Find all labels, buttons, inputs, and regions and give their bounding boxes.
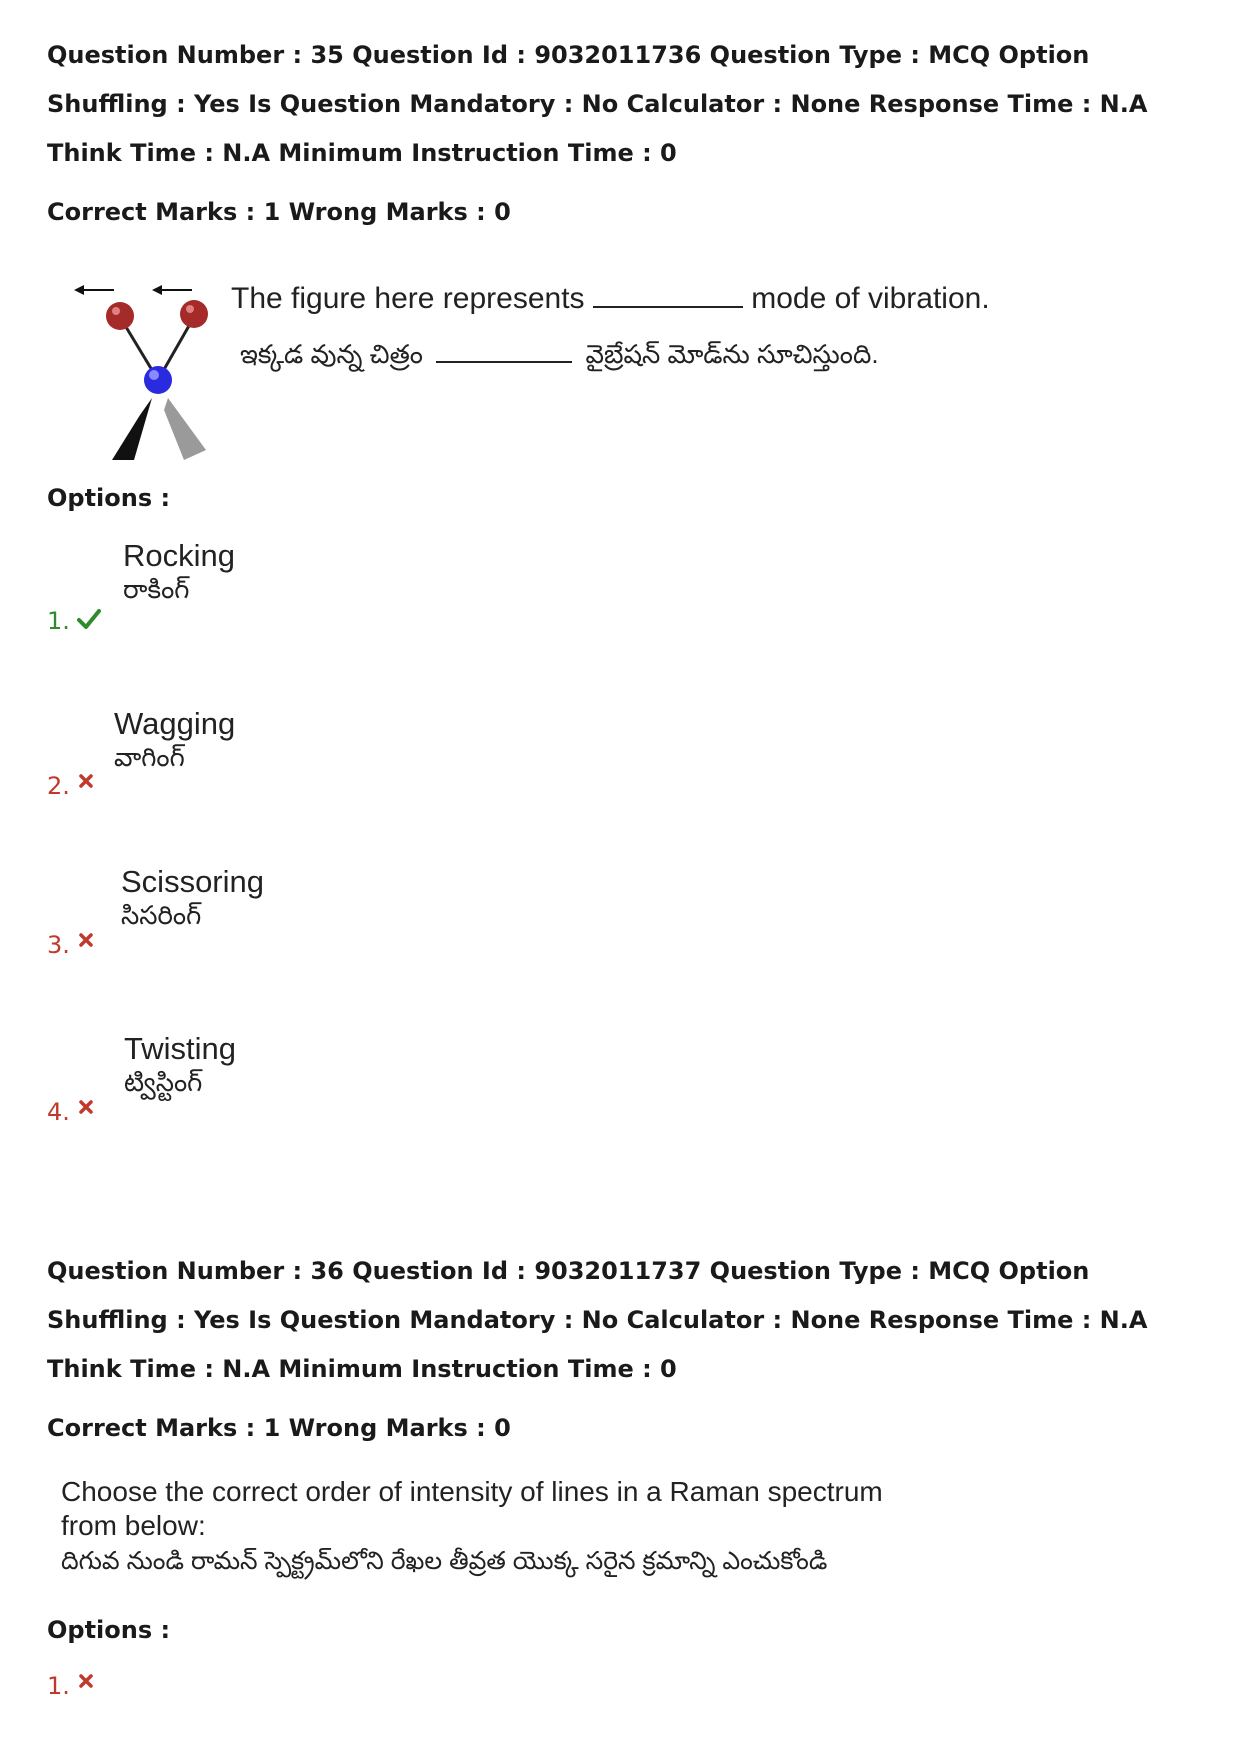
left-arrow-icon — [74, 285, 114, 295]
cross-icon — [78, 1099, 94, 1115]
red-atom — [106, 302, 134, 330]
black-wedge — [112, 398, 152, 460]
question-36-marks: Correct Marks : 1 Wrong Marks : 0 — [47, 1414, 511, 1442]
option-3-english: Scissoring — [121, 864, 264, 899]
question-35-telugu-part2: వైబ్రేషన్ మోడ్‌ను సూచిస్తుంది. — [585, 339, 879, 369]
question-35-meta: Question Number : 35 Question Id : 9032011736 Question Type : MCQ Option Shuffling : Yes Is Question Mandatory : No Calculator : None Response Time : N.A Think Time : N.A Minimum Instruction Time : 0 — [47, 41, 1148, 167]
option-3-telugu: సిసరింగ్ — [121, 900, 202, 930]
option-2[interactable] — [114, 706, 235, 779]
option-1-telugu: రాకింగ్ — [123, 574, 190, 604]
options-label: Options : — [47, 484, 171, 512]
option-1-number: 1. — [47, 607, 70, 635]
red-atom — [180, 300, 208, 328]
question-35-marks: Correct Marks : 1 Wrong Marks : 0 — [47, 198, 511, 226]
gray-wedge — [164, 398, 206, 460]
question-35-english-part1: The figure here represents — [231, 282, 585, 315]
cross-icon — [78, 773, 94, 789]
question-36-option-1-number: 1. — [47, 1672, 70, 1700]
option-4[interactable] — [124, 1031, 236, 1104]
options-label: Options : — [47, 1616, 171, 1644]
option-1[interactable] — [123, 538, 235, 611]
blue-atom — [144, 366, 172, 394]
question-36-telugu: దిగువ నుండి రామన్ స్పెక్ట్రమ్‌లోని రేఖల తీవ్రత యొక్క సరైన క్రమాన్ని ఎంచుకోండి — [61, 1547, 828, 1575]
cross-icon — [78, 1673, 94, 1689]
question-35-telugu-part1: ఇక్కడ వున్న చిత్రం — [240, 339, 423, 369]
option-4-number: 4. — [47, 1098, 70, 1126]
option-2-english: Wagging — [114, 706, 236, 741]
option-2-telugu: వాగింగ్ — [114, 742, 185, 772]
question-35-telugu — [240, 339, 879, 376]
question-35-english-part2: mode of vibration. — [751, 282, 990, 315]
option-3[interactable] — [121, 864, 264, 937]
cross-icon — [78, 932, 94, 948]
question-36-english: Choose the correct order of intensity of lines in a Raman spectrum from below: — [61, 1476, 883, 1541]
molecule-vibration-figure — [66, 280, 216, 465]
option-4-english: Twisting — [124, 1031, 236, 1066]
question-36-meta: Question Number : 36 Question Id : 9032011737 Question Type : MCQ Option Shuffling : Yes Is Question Mandatory : No Calculator : None Response Time : N.A Think Time : N.A Minimum Instruction Time : 0 — [47, 1257, 1148, 1383]
option-2-number: 2. — [47, 772, 70, 800]
answer-blank — [436, 361, 572, 363]
check-icon — [77, 608, 101, 630]
option-1-english: Rocking — [123, 538, 235, 573]
left-arrow-icon — [152, 285, 192, 295]
option-4-telugu: ట్విస్టింగ్ — [124, 1067, 203, 1097]
question-35-english — [231, 282, 990, 316]
answer-blank — [593, 306, 743, 308]
option-3-number: 3. — [47, 931, 70, 959]
